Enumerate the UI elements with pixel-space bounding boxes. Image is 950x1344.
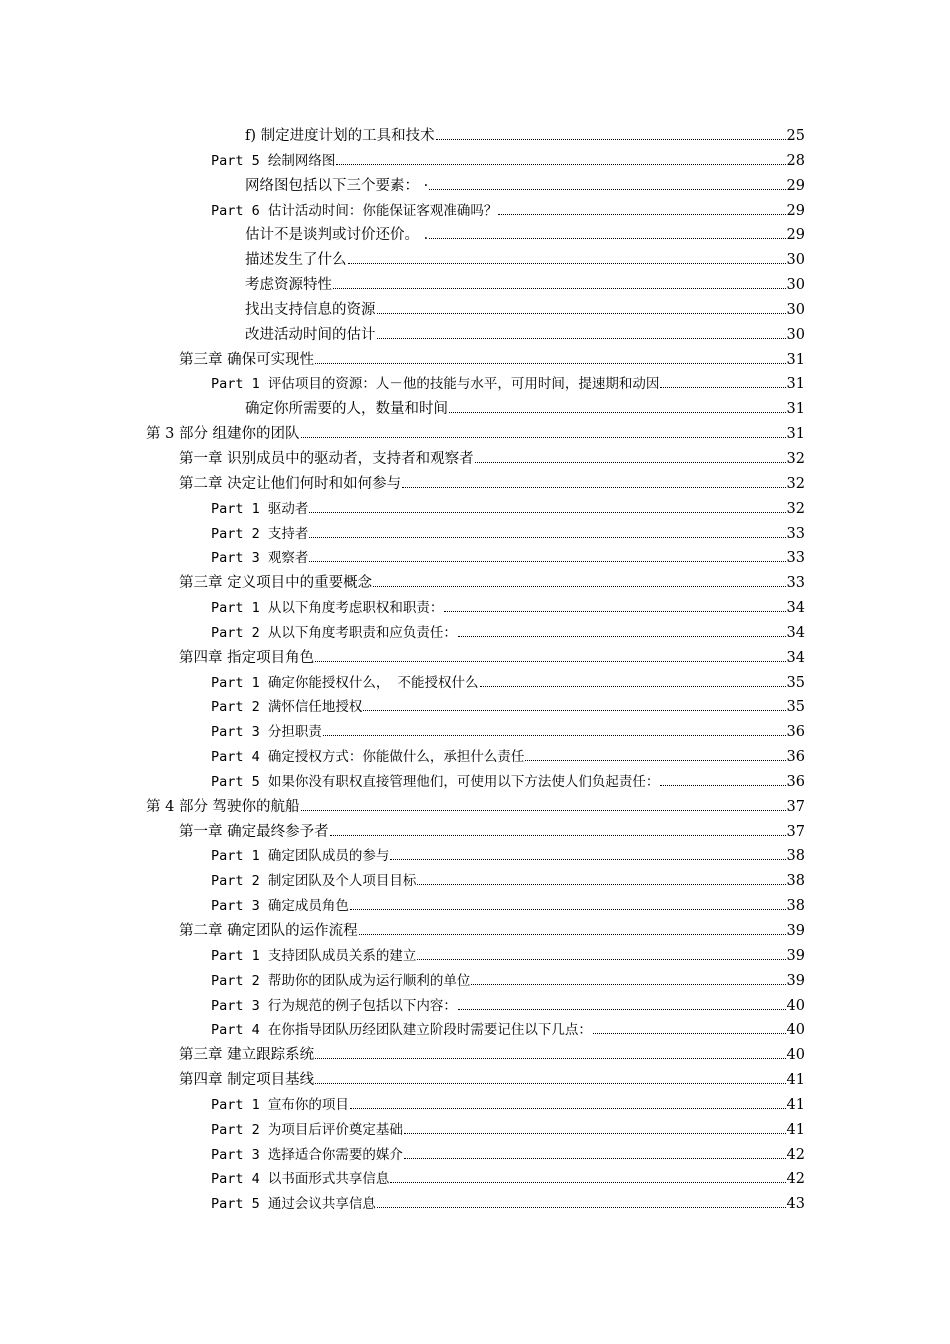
toc-entry-page-number: 32 [786,450,805,467]
toc-entry-row [211,1093,805,1118]
toc-entry-title: 第 3 部分 组建你的团队 [146,426,300,443]
toc-entry-title: Part 4 在你指导团队历经团队建立阶段时需要记住以下几点： [211,1022,592,1039]
toc-entry[interactable] [0,422,950,447]
toc-entry-page-number: 38 [786,873,805,890]
toc-entry-title: 第四章 指定项目角色 [179,649,315,666]
dot-leader [404,1133,786,1134]
toc-entry[interactable] [0,397,950,422]
toc-entry[interactable] [0,720,950,745]
toc-entry-title: 估计不是谈判或讨价还价。 . [245,227,429,244]
toc-entry-row [179,1043,805,1068]
toc-entry[interactable] [0,1068,950,1093]
dot-leader [377,338,786,339]
toc-entry-row [245,174,805,199]
toc-entry-title: Part 3 观察者 [211,550,309,567]
toc-entry-title: Part 1 评估项目的资源：人－他的技能与水平，可用时间，提速期和动因 [211,376,660,393]
toc-entry-page-number: 36 [786,749,805,766]
dot-leader [475,462,786,463]
toc-entry[interactable] [0,969,950,994]
toc-entry-row [211,869,805,894]
toc-entry-page-number: 39 [786,947,805,964]
toc-entry-page-number: 33 [786,575,805,592]
toc-entry-page-number: 31 [786,426,805,443]
dot-leader [315,1083,785,1084]
dot-leader [373,586,785,587]
dot-leader [350,1108,786,1109]
toc-entry-title: Part 1 驱动者 [211,500,309,517]
dot-leader [498,214,785,215]
toc-entry[interactable] [0,795,950,820]
toc-entry[interactable] [0,994,950,1019]
dot-leader [436,139,786,140]
dot-leader [429,189,785,190]
toc-entry[interactable] [0,273,950,298]
dot-leader [404,1158,786,1159]
toc-entry-page-number: 31 [786,401,805,418]
toc-entry[interactable] [0,1018,950,1043]
dot-leader [377,313,786,314]
toc-entry-title: 第二章 决定让他们何时和如何参与 [179,475,402,492]
toc-entry[interactable] [0,571,950,596]
dot-leader [471,984,785,985]
toc-entry[interactable] [0,248,950,273]
toc-entry-page-number: 40 [786,997,805,1014]
dot-leader [417,959,785,960]
toc-entry-row [211,1167,805,1192]
dot-leader [309,537,785,538]
toc-entry[interactable] [0,844,950,869]
toc-entry-row [211,546,805,571]
toc-entry[interactable] [0,372,950,397]
toc-entry-row [179,820,805,845]
toc-entry-row [211,969,805,994]
toc-entry-title: Part 1 从以下角度考虑职权和职责： [211,600,444,617]
toc-entry[interactable] [0,1093,950,1118]
toc-entry-title: 描述发生了什么 [245,252,347,269]
toc-entry-row [179,348,805,373]
dot-leader [660,387,785,388]
toc-entry-page-number: 42 [786,1171,805,1188]
toc-entry-row [245,298,805,323]
toc-entry-page-number: 29 [786,227,805,244]
toc-entry-row [211,621,805,646]
toc-entry[interactable] [0,199,950,224]
dot-leader [333,288,786,289]
toc-entry-title: 考虑资源特性 [245,277,332,294]
toc-entry-page-number: 33 [786,550,805,567]
dot-leader [301,437,786,438]
toc-entry-page-number: 39 [786,923,805,939]
toc-entry-row [179,646,805,671]
dot-leader [323,735,786,736]
dot-leader [301,810,786,811]
toc-entry-page-number: 30 [786,277,805,294]
toc-entry-page-number: 35 [786,699,805,716]
toc-entry-row [211,596,805,621]
toc-entry-title: 第 4 部分 驾驶你的航船 [146,798,300,815]
dot-leader [336,164,785,165]
toc-entry[interactable] [0,323,950,348]
toc-entry-title: 第二章 确定团队的运作流程 [179,923,358,939]
toc-entry-page-number: 38 [786,898,805,915]
toc-entry-row [211,844,805,869]
toc-entry-row [179,472,805,497]
toc-entry[interactable] [0,497,950,522]
toc-entry-row [211,745,805,770]
toc-entry-page-number: 36 [786,724,805,741]
dot-leader [525,760,785,761]
toc-entry-page-number: 30 [786,252,805,269]
toc-entry[interactable] [0,298,950,323]
toc-entry[interactable] [0,1143,950,1168]
toc-entry-title: 网络图包括以下三个要素： · [245,177,429,194]
toc-entry[interactable] [0,869,950,894]
toc-entry-title: Part 1 宣布你的项目 [211,1096,349,1113]
dot-leader [458,1009,786,1010]
dot-leader [315,1058,785,1059]
toc-entry-page-number: 35 [786,674,805,691]
toc-entry-title: Part 4 以书面形式共享信息 [211,1171,390,1188]
toc-entry-page-number: 28 [786,152,805,169]
toc-entry[interactable] [0,695,950,720]
toc-entry-page-number: 43 [786,1196,805,1213]
dot-leader [458,636,786,637]
toc-entry-page-number: 31 [786,351,805,368]
toc-entry-title: 第一章 确定最终参予者 [179,823,329,840]
toc-entry-title: Part 5 通过会议共享信息 [211,1196,376,1213]
dot-leader [449,412,786,413]
toc-entry-row [211,1143,805,1168]
toc-entry[interactable] [0,546,950,571]
toc-entry-title: Part 4 确定授权方式：你能做什么，承担什么责任 [211,749,525,766]
toc-entry[interactable] [0,1118,950,1143]
dot-leader [593,1033,786,1034]
toc-entry-title: Part 5 如果你没有职权直接管理他们，可使用以下方法使人们负起责任： [211,773,660,790]
toc-entry[interactable] [0,919,950,944]
toc-entry-row [245,124,805,149]
toc-entry[interactable] [0,472,950,497]
toc-entry-title: Part 3 选择适合你需要的媒介 [211,1146,403,1163]
toc-entry-page-number: 37 [786,823,805,840]
toc-entry-title: Part 2 支持者 [211,525,309,542]
toc-entry-title: Part 2 制定团队及个人项目目标 [211,873,417,890]
toc-entry-title: Part 1 确定团队成员的参与 [211,848,390,865]
toc-entry[interactable] [0,1167,950,1192]
toc-entry-row [245,323,805,348]
toc-entry-page-number: 29 [786,177,805,194]
toc-entry-title: Part 1 支持团队成员关系的建立 [211,947,417,964]
toc-entry-row [179,1068,805,1093]
toc-entry-title: f) 制定进度计划的工具和技术 [245,128,435,144]
toc-entry-page-number: 30 [786,301,805,318]
dot-leader [390,1182,785,1183]
toc-entry-row [245,397,805,422]
toc-entry-title: Part 1 确定你能授权什么， 不能授权什么 [211,674,479,691]
toc-entry-title: Part 3 行为规范的例子包括以下内容： [211,997,457,1014]
toc-entry-title: Part 2 为项目后评价奠定基础 [211,1121,403,1138]
dot-leader [390,859,785,860]
toc-entry-page-number: 42 [786,1146,805,1163]
toc-entry-row [211,720,805,745]
dot-leader [350,909,786,910]
toc-entry-title: Part 5 绘制网络图 [211,152,336,169]
dot-leader [348,263,786,264]
dot-leader [363,710,785,711]
toc-entry[interactable] [0,944,950,969]
toc-entry-row [211,770,805,795]
dot-leader [309,512,785,513]
toc-entry-page-number: 38 [786,848,805,865]
dot-leader [429,238,785,239]
toc-entry-title: Part 6 估计活动时间：你能保证客观准确吗？ [211,202,498,219]
toc-entry-title: Part 3 确定成员角色 [211,898,349,915]
toc-entry[interactable] [0,348,950,373]
toc-entry-title: 找出支持信息的资源 [245,301,376,318]
toc-entry-row [179,447,805,472]
toc-entry[interactable] [0,820,950,845]
toc-entry-title: Part 2 满怀信任地授权 [211,699,363,716]
toc-entry[interactable] [0,223,950,248]
toc-entry-row [179,919,805,944]
dot-leader [480,686,786,687]
toc-entry-title: Part 3 分担职责 [211,724,322,741]
toc-entry[interactable] [0,745,950,770]
toc-entry[interactable] [0,1192,950,1217]
toc-entry[interactable] [0,596,950,621]
toc-entry[interactable] [0,621,950,646]
toc-entry-row [245,248,805,273]
toc-entry[interactable] [0,770,950,795]
toc-entry-title: Part 2 从以下角度考职责和应负责任： [211,624,457,641]
toc-entry[interactable] [0,1043,950,1068]
toc-entry-row [211,944,805,969]
toc-entry[interactable] [0,447,950,472]
toc-entry[interactable] [0,671,950,696]
toc-entry-title: 第三章 定义项目中的重要概念 [179,575,373,592]
toc-entry-page-number: 41 [786,1072,805,1089]
toc-entry-page-number: 31 [786,376,805,393]
toc-entry-row [211,695,805,720]
dot-leader [417,884,785,885]
toc-entry-page-number: 34 [786,600,805,617]
dot-leader [402,487,785,488]
dot-leader [359,934,786,935]
toc-entry-row [211,372,805,397]
toc-entry-row [211,1192,805,1217]
toc-entry-page-number: 40 [786,1022,805,1039]
toc-entry-title: 第三章 确保可实现性 [179,351,315,368]
toc-entry[interactable] [0,149,950,174]
toc-entry-row [211,1018,805,1043]
dot-leader [315,661,785,662]
dot-leader [309,561,785,562]
toc-entry[interactable] [0,174,950,199]
toc-entry-page-number: 36 [786,773,805,790]
toc-entry-page-number: 39 [786,972,805,989]
dot-leader [377,1207,786,1208]
toc-entry-row [146,422,805,447]
toc-entry-page-number: 29 [786,202,805,219]
toc-entry[interactable] [0,522,950,547]
toc-entry-row [211,994,805,1019]
toc-entry-row [211,671,805,696]
toc-entry-title: 确定你所需要的人，数量和时间 [245,401,448,418]
toc-entry-title: 改进活动时间的估计 [245,326,376,343]
toc-entry-page-number: 25 [786,128,805,144]
toc-entry-row [211,149,805,174]
toc-entry-row [211,199,805,224]
toc-entry-page-number: 32 [786,475,805,492]
toc-entry-row [211,522,805,547]
toc-entry[interactable] [0,646,950,671]
toc-entry-page-number: 32 [786,500,805,517]
dot-leader [330,835,786,836]
toc-entry-page-number: 37 [786,798,805,815]
toc-entry-row [245,223,805,248]
dot-leader [660,785,785,786]
toc-entry-row [211,1118,805,1143]
table-of-contents [0,124,950,1217]
toc-entry-title: Part 2 帮助你的团队成为运行顺利的单位 [211,972,471,989]
toc-entry[interactable] [0,124,950,149]
toc-entry-title: 第一章 识别成员中的驱动者，支持者和观察者 [179,450,474,467]
toc-entry-row [146,795,805,820]
toc-entry-title: 第三章 建立跟踪系统 [179,1047,315,1064]
toc-entry-row [211,497,805,522]
toc-entry-page-number: 41 [786,1121,805,1138]
toc-entry-page-number: 30 [786,326,805,343]
toc-entry-title: 第四章 制定项目基线 [179,1072,315,1089]
toc-entry-page-number: 34 [786,649,805,666]
toc-entry-row [211,894,805,919]
toc-entry-page-number: 40 [786,1047,805,1064]
toc-entry[interactable] [0,894,950,919]
toc-entry-page-number: 33 [786,525,805,542]
dot-leader [444,611,785,612]
toc-entry-page-number: 41 [786,1096,805,1113]
dot-leader [315,363,785,364]
toc-entry-row [245,273,805,298]
toc-entry-page-number: 34 [786,624,805,641]
toc-entry-row [179,571,805,596]
